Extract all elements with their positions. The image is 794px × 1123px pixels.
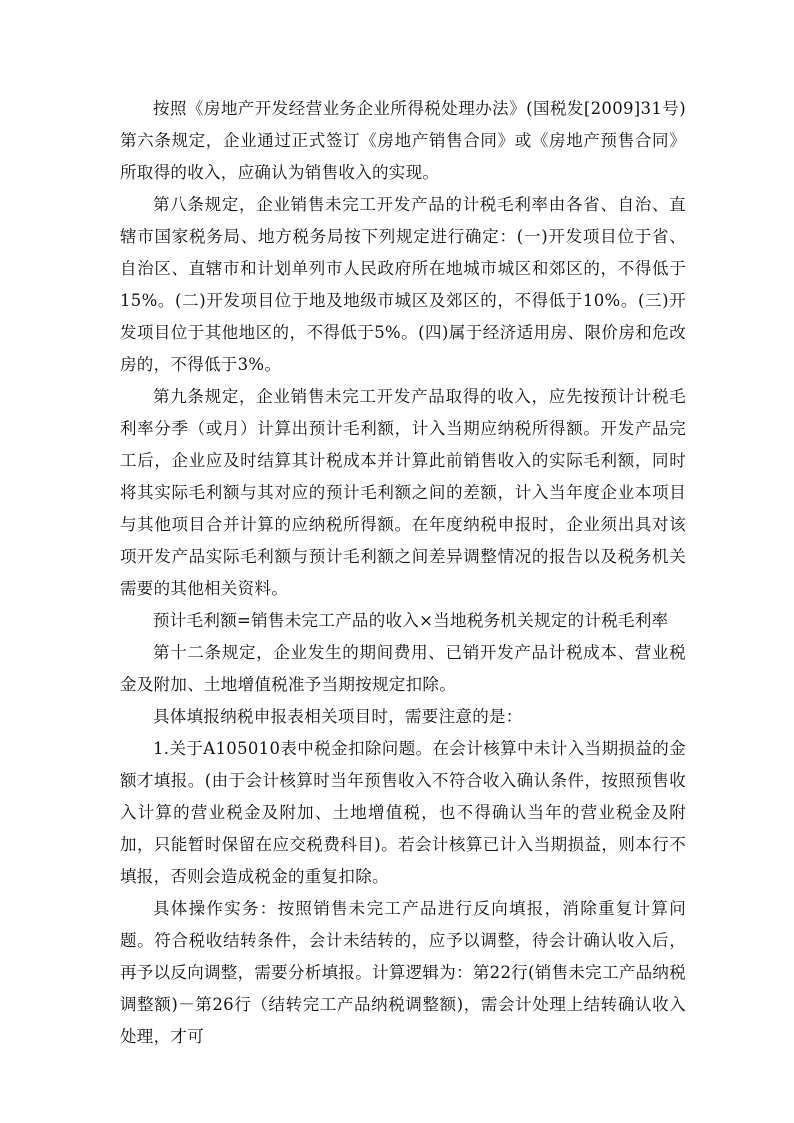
paragraph-article-6: 按照《房地产开发经营业务企业所得税处理办法》(国税发[2009]31号)第六条规定，企业通过正式签订《房地产销售合同》或《房地产预售合同》所取得的收入，应确认为销售收入的实现。 bbox=[120, 99, 686, 182]
paragraph-article-9: 第九条规定，企业销售未完工开发产品取得的收入，应先按预计计税毛利率分季（或月）计算出预计毛利额，计入当期应纳税所得额。开发产品完工后，企业应及时结算其计税成本并计算此前销售收入的实际毛利额，同时将其实际毛利额与其对应的预计毛利额之间的差额，计入当年度企业本项目与其他项目合并计算的应纳税所得额。在年度纳税申报时，企业须出具对该项开发产品实际毛利额与预计毛利额之间差异调整情况的报告以及税务机关需要的其他相关资料。 bbox=[120, 387, 686, 598]
paragraph-formula: 预计毛利额=销售未完工产品的收入×当地税务机关规定的计税毛利率 bbox=[153, 611, 669, 630]
paragraph-article-12: 第十二条规定，企业发生的期间费用、已销开发产品计税成本、营业税金及附加、土地增值税准予当期按规定扣除。 bbox=[120, 643, 686, 694]
paragraph-note-1: 1.关于A105010表中税金扣除问题。在会计核算中未计入当期损益的金额才填报。(由于会计核算时当年预售收入不符合收入确认条件，按照预售收入计算的营业税金及附加、土地增值税，也不得确认当年的营业税金及附加，只能暂时保留在应交税费科目)。若会计核算已计入当期损益，则本行不填报，否则会造成税金的重复扣除。 bbox=[120, 739, 686, 886]
paragraph-article-8: 第八条规定，企业销售未完工开发产品的计税毛利率由各省、自治、直辖市国家税务局、地方税务局按下列规定进行确定：(一)开发项目位于省、自治区、直辖市和计划单列市人民政府所在地城市城区和郊区的，不得低于15%。(二)开发项目位于地及地级市城区及郊区的，不得低于10%。(三)开发项目位于其他地区的，不得低于5%。(四)属于经济适用房、限价房和危改房的，不得低于3%。 bbox=[120, 195, 686, 374]
paragraph-practice: 具体操作实务：按照销售未完工产品进行反向填报，消除重复计算问题。符合税收结转条件，会计未结转的，应予以调整，待会计确认收入后，再予以反向调整，需要分析填报。计算逻辑为：第22行(销售未完工产品纳税调整额)－第26行（结转完工产品纳税调整额)，需会计处理上结转确认收入处理，才可 bbox=[120, 899, 686, 1046]
document-page bbox=[120, 93, 686, 1053]
paragraph-notes-intro: 具体填报纳税申报表相关项目时，需要注意的是： bbox=[153, 707, 523, 726]
